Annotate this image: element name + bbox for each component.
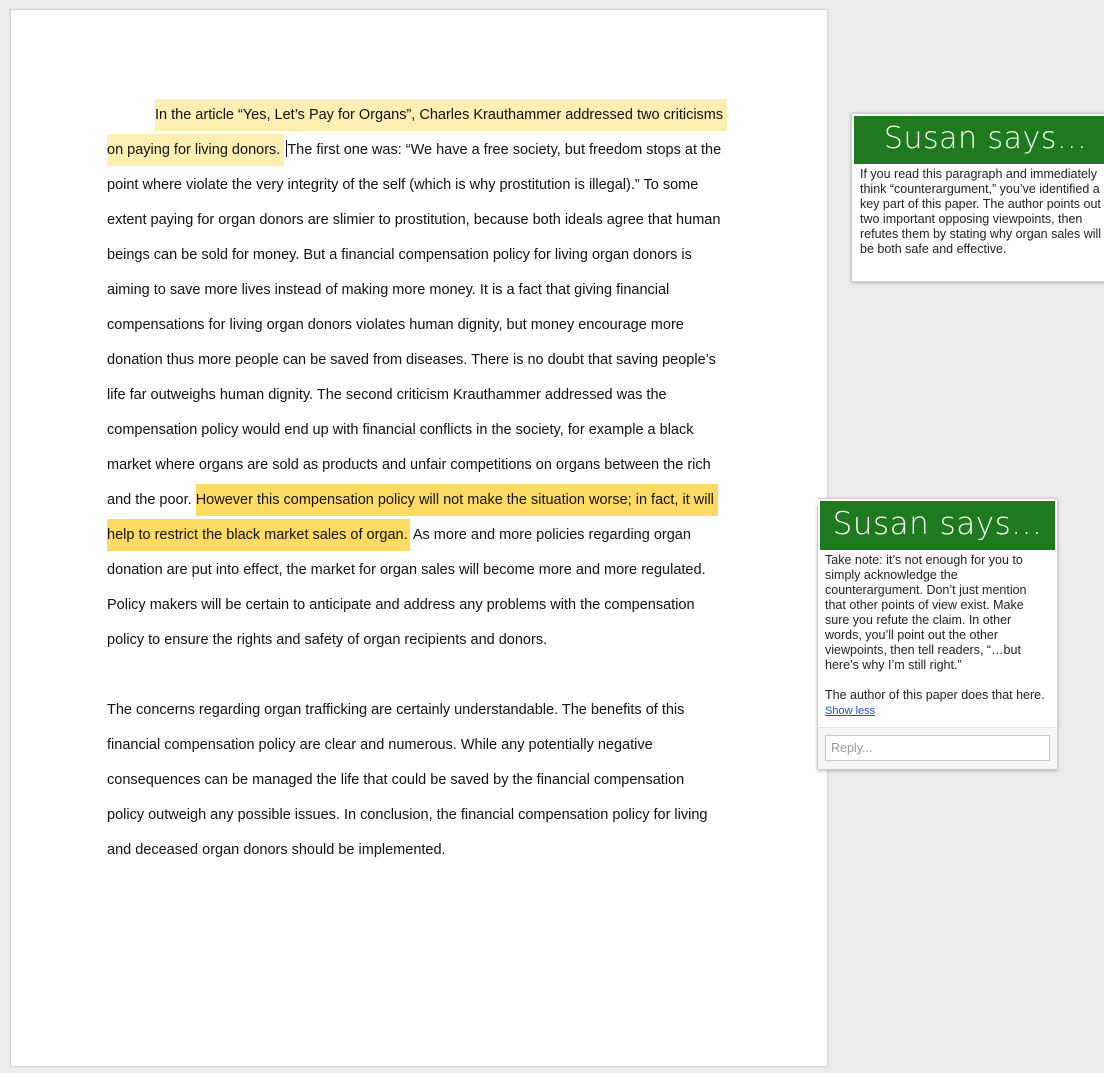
doc-line bbox=[107, 490, 718, 510]
highlighted-text[interactable]: However this compensation policy will not make the situation worse; in fact, it will bbox=[196, 484, 718, 516]
reply-input[interactable] bbox=[825, 735, 1050, 761]
doc-line: and deceased organ donors should be implemented. bbox=[107, 842, 446, 858]
doc-text: and the poor. bbox=[107, 492, 192, 508]
doc-line: life far outweighs human dignity. The second criticism Krauthammer addressed was the bbox=[107, 387, 667, 403]
comment-text: If you read this paragraph and immediately think “counterargument,” you’ve identified a key part of this paper. The author points out two important opposing viewpoints, then refutes them by stating why organ sales will be both safe and effective. bbox=[860, 167, 1102, 256]
comment-text: Take note: it’s not enough for you to simply acknowledge the counterargument. Don’t just mention that other points of view exist. Make sure you refute the claim. In other words, you’ll point out the other viewpoints, then tell readers, “…but here’s why I’m still right.” bbox=[825, 553, 1027, 672]
doc-line: aiming to save more lives instead of making more money. It is a fact that giving financial bbox=[107, 282, 670, 298]
reply-area bbox=[818, 727, 1057, 769]
comment-card-2[interactable] bbox=[817, 498, 1058, 770]
doc-line: market where organs are sold as products and unfair competitions on organs between the rich bbox=[107, 457, 711, 473]
doc-line: beings can be sold for money. But a financial compensation policy for living organ donors is bbox=[107, 247, 692, 263]
doc-line: donation thus more people can be saved from diseases. There is no doubt that saving people’s bbox=[107, 352, 716, 368]
doc-text: As more and more policies regarding organ bbox=[412, 527, 691, 543]
highlighted-text[interactable]: help to restrict the black market sales of organ. bbox=[107, 519, 410, 551]
doc-line: Policy makers will be certain to anticipate and address any problems with the compensation bbox=[107, 597, 695, 613]
doc-line: policy to ensure the rights and safety of organ recipients and donors. bbox=[107, 632, 548, 648]
doc-line: policy outweigh any possible issues. In conclusion, the financial compensation policy for living bbox=[107, 807, 708, 823]
doc-line[interactable] bbox=[155, 105, 727, 125]
doc-line: The concerns regarding organ trafficking are certainly understandable. The benefits of this bbox=[107, 702, 685, 718]
doc-line: compensations for living organ donors violates human dignity, but money encourage more bbox=[107, 317, 684, 333]
comment-card-1[interactable] bbox=[851, 113, 1104, 282]
doc-line: donation are put into effect, the market for organ sales will become more and more regulated. bbox=[107, 562, 706, 578]
comment-author-header: Susan says... bbox=[820, 501, 1055, 550]
doc-line: point where violate the very integrity of the self (which is why prostitution is illegal).” To some bbox=[107, 177, 699, 193]
show-less-link[interactable]: Show less bbox=[825, 705, 876, 717]
comment-pointer bbox=[804, 496, 818, 506]
doc-line: consequences can be managed the life that could be saved by the financial compensation bbox=[107, 772, 685, 788]
doc-line[interactable] bbox=[107, 140, 721, 160]
doc-text: The first one was: “We have a free society, but freedom stops at the bbox=[287, 142, 722, 158]
doc-line: compensation policy would end up with financial conflicts in the society, for example a black bbox=[107, 422, 694, 438]
document-page[interactable] bbox=[10, 9, 828, 1067]
doc-line: extent paying for organ donors are slimier to prostitution, because both ideals agree that human bbox=[107, 212, 721, 228]
doc-line bbox=[107, 525, 691, 545]
comment-author-header: Susan says... bbox=[854, 116, 1104, 164]
highlighted-text[interactable]: In the article “Yes, Let’s Pay for Organs”, Charles Krauthammer addressed two criticisms bbox=[155, 99, 727, 131]
comment-text: The author of this paper does that here. bbox=[825, 688, 1045, 702]
doc-line: financial compensation policy are clear and numerous. While any potentially negative bbox=[107, 737, 653, 753]
highlighted-text[interactable]: on paying for living donors. bbox=[107, 134, 284, 166]
